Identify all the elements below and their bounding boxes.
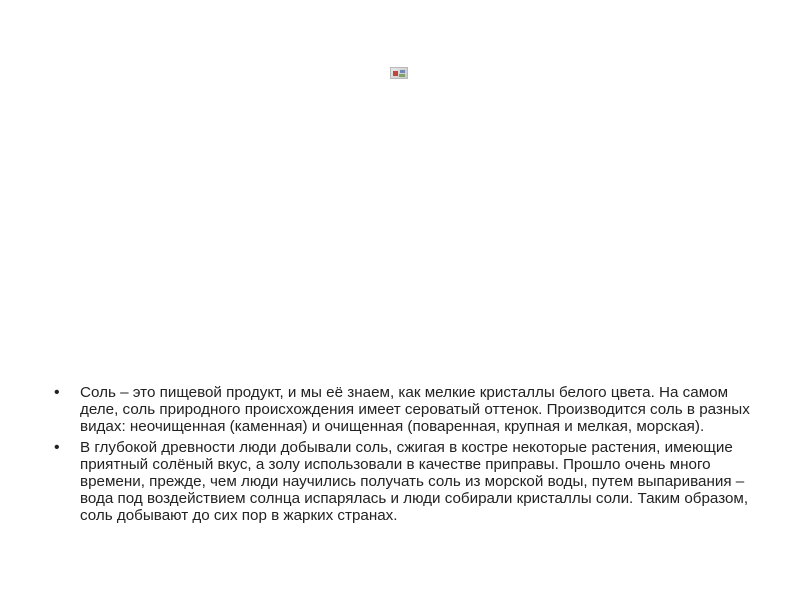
- bullet-list: [54, 384, 766, 525]
- bullet-item-salt-history: [54, 439, 766, 525]
- image-green-mark: [399, 74, 405, 77]
- bullet-marker: •: [54, 438, 60, 456]
- bullet-text: В глубокой древности люди добывали соль, сжигая в костре некоторые растения, имеющие приятный солёный вкус, а золу использовали в качестве приправы. Прошло очень много времени, прежде, чем люди научились получать соль из морской воды, путем выпаривания – вода под воздействием солнца испарялась и люди собирали кристаллы соли. Таким образом, соль добывают до сих пор в жарких странах.: [80, 438, 749, 525]
- bullet-marker: •: [54, 384, 60, 401]
- image-placeholder-icon: [390, 67, 408, 79]
- bullet-item-salt-description: [54, 384, 766, 436]
- bullet-text: Соль – это пищевой продукт, и мы её знаем, как мелкие кристаллы белого цвета. На самом деле, соль природного происхождения имеет сероватый оттенок. Производится соль в разных видах: неочищенная (каменная) и очищенная (поваренная, крупная и мелкая, морская).: [80, 384, 750, 436]
- image-blue-mark: [400, 70, 405, 73]
- image-red-mark: [393, 71, 398, 76]
